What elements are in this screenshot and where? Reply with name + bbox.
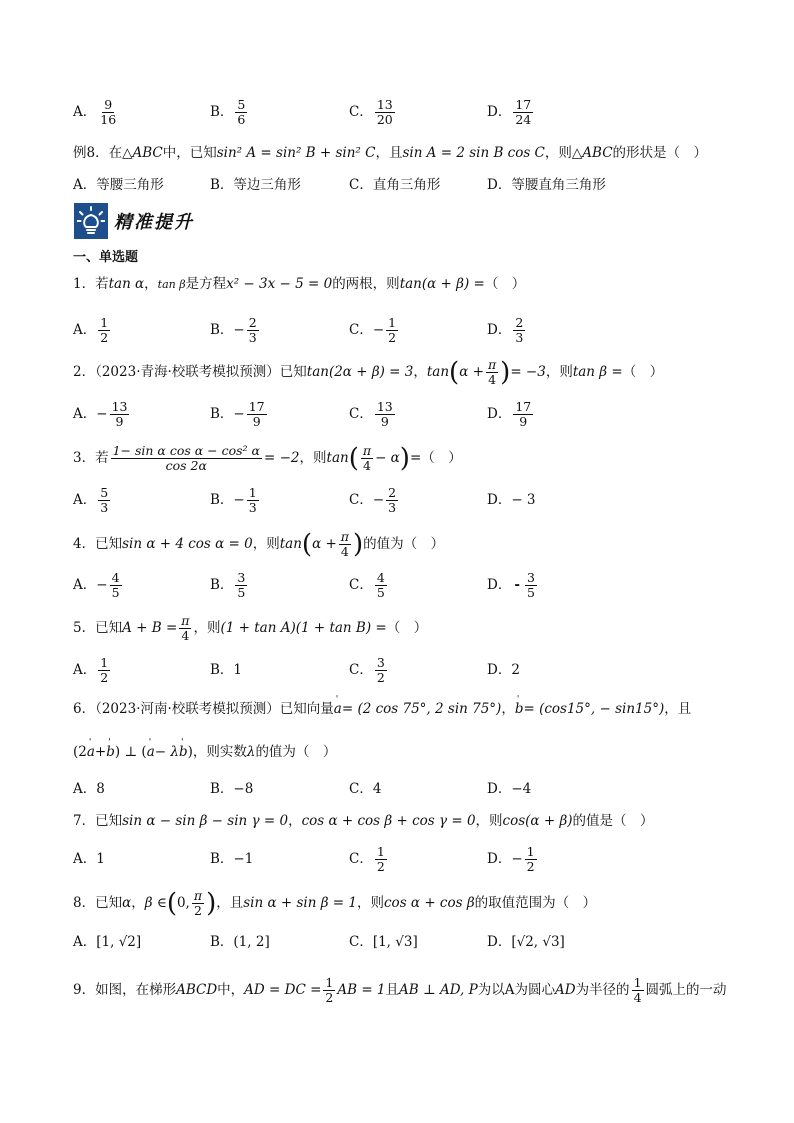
numerator: 9 xyxy=(104,97,113,112)
math: AD xyxy=(554,982,576,998)
option-label: A． xyxy=(73,322,97,338)
option-b xyxy=(210,660,242,680)
math: cos(α + β) xyxy=(502,813,573,829)
text: 的形状是（ ） xyxy=(612,145,708,161)
text: ，且 xyxy=(375,145,403,161)
option-label: A． xyxy=(73,662,97,678)
text: ，则 xyxy=(544,145,572,161)
fraction xyxy=(98,656,110,685)
text: 9．如图，在梯形 xyxy=(73,982,177,998)
numerator: 1 xyxy=(526,844,535,859)
paren: ) xyxy=(353,529,364,560)
math: = −2 xyxy=(264,450,300,466)
option-d: D．等腰直角三角形 xyxy=(487,177,606,193)
text: ，则 xyxy=(252,536,280,552)
math: sin α + 4 cos α = 0 xyxy=(122,536,253,552)
vector-a: ' a xyxy=(147,742,155,762)
text: 的取值范围为（ ） xyxy=(474,895,597,911)
prev-option-c xyxy=(349,98,397,127)
numerator: π xyxy=(362,443,372,458)
math: ) xyxy=(187,744,193,760)
denominator: 2 xyxy=(100,670,109,685)
option-b xyxy=(210,316,261,345)
option-a: A．8 xyxy=(73,781,105,797)
option-label: C． xyxy=(349,662,373,678)
fraction xyxy=(98,316,110,345)
fraction xyxy=(339,530,351,559)
paren: ( xyxy=(449,357,460,388)
numerator: 1 xyxy=(100,315,109,330)
math: (2 xyxy=(73,744,87,760)
math: AB ⊥ AD, P xyxy=(399,982,478,998)
text: 的值为（ ） xyxy=(363,536,445,552)
text: ， xyxy=(501,701,515,717)
paren: ( xyxy=(301,529,313,560)
option-c: C．[1, √3] xyxy=(349,934,418,950)
math: sin α − sin β − sin γ = 0 xyxy=(122,813,289,829)
denominator: 4 xyxy=(340,544,349,559)
sign: − xyxy=(233,406,245,422)
numerator: 13 xyxy=(376,97,393,112)
text: （ ） xyxy=(622,364,664,380)
paren: ( xyxy=(166,888,177,919)
option-label: D． xyxy=(487,406,512,422)
numerator: 2 xyxy=(388,485,397,500)
option-b xyxy=(210,571,249,600)
option-c xyxy=(349,486,400,515)
question-2 xyxy=(73,358,663,387)
option-label: D． xyxy=(487,577,512,593)
section-heading: 一、单选题 xyxy=(73,250,139,265)
option-value: 1 xyxy=(233,662,243,678)
question-1 xyxy=(73,274,525,295)
text: 7．已知 xyxy=(73,813,123,829)
fraction xyxy=(375,98,395,127)
option-c: C．4 xyxy=(349,781,382,797)
numerator: π xyxy=(487,357,497,372)
math: tan(2α + β) = 3 xyxy=(306,364,414,380)
option-label: C． xyxy=(349,322,373,338)
fraction xyxy=(361,444,373,473)
numerator: 1 xyxy=(248,485,257,500)
denominator: 9 xyxy=(380,414,389,429)
option-label: A． xyxy=(73,104,97,120)
math: AB = 1 xyxy=(337,982,386,998)
math: (1 + tan A)(1 + tan B) = xyxy=(220,620,387,636)
math: α + xyxy=(459,364,484,380)
denominator: 9 xyxy=(519,414,528,429)
prev-option-d xyxy=(487,98,535,127)
denominator: 2 xyxy=(100,330,109,345)
fraction xyxy=(513,316,525,345)
prev-option-b xyxy=(210,98,249,127)
question-6-line-2 xyxy=(73,742,336,762)
denominator: 5 xyxy=(526,585,535,600)
denominator: 2 xyxy=(376,859,385,874)
denominator: 2 xyxy=(376,670,385,685)
option-label: D． xyxy=(487,492,512,508)
option-label: B． xyxy=(210,492,234,508)
option-c: C．直角三角形 xyxy=(349,177,441,193)
denominator: 5 xyxy=(376,585,385,600)
denominator: 3 xyxy=(388,500,397,515)
math: α xyxy=(122,895,132,911)
denominator: 3 xyxy=(100,500,109,515)
numerator: 1 xyxy=(633,975,642,990)
option-label: A． xyxy=(73,492,97,508)
option-label: C． xyxy=(349,104,373,120)
option-label: B． xyxy=(210,851,234,867)
option-d xyxy=(487,660,520,680)
option-d xyxy=(487,400,535,429)
denominator: 9 xyxy=(252,414,261,429)
option-c xyxy=(349,571,389,600)
math: cos α + cos β xyxy=(384,895,475,911)
math: ABCD xyxy=(176,982,218,998)
denominator: 16 xyxy=(100,112,117,127)
question-4 xyxy=(73,530,444,559)
section-banner xyxy=(74,203,194,239)
math: = (cos15°, − sin15°) xyxy=(523,701,665,717)
fraction xyxy=(632,976,644,1005)
option-d: D．[√2, √3] xyxy=(487,934,565,950)
option-label: B． xyxy=(210,406,234,422)
text: 3．若 xyxy=(73,450,109,466)
text: （ ） xyxy=(484,276,526,292)
numerator: 2 xyxy=(248,315,257,330)
math: cos α + cos β + cos γ = 0 xyxy=(301,813,476,829)
option-d xyxy=(487,845,539,874)
fraction xyxy=(98,486,110,515)
option-d: D．−4 xyxy=(487,781,532,797)
text: ，则 xyxy=(357,895,384,911)
vector-a: ' a xyxy=(334,699,342,719)
numerator: 1 xyxy=(388,315,397,330)
math: AD = DC = xyxy=(244,982,322,998)
numerator: 1 xyxy=(376,844,385,859)
math: + xyxy=(94,744,107,760)
numerator: 1 xyxy=(100,655,109,670)
numerator: 1 xyxy=(325,975,334,990)
denominator: 2 xyxy=(526,859,535,874)
fraction xyxy=(110,400,130,429)
text: 且 xyxy=(385,982,400,998)
sign: − xyxy=(372,492,385,508)
fraction xyxy=(98,98,118,127)
option-label: C． xyxy=(349,492,373,508)
option-a xyxy=(73,571,124,600)
text: 5．已知 xyxy=(73,620,123,636)
option-c xyxy=(349,656,389,685)
question-9 xyxy=(73,976,727,1005)
denominator: cos 2α xyxy=(165,458,207,473)
numerator: π xyxy=(340,529,350,544)
math: tan β = xyxy=(572,364,623,380)
sign: − xyxy=(233,492,245,508)
paren: ( xyxy=(348,443,359,474)
option-label: D． xyxy=(487,851,512,867)
denominator: 5 xyxy=(237,585,246,600)
math: tan xyxy=(326,450,349,466)
option-label: D． xyxy=(487,104,512,120)
math: − λ xyxy=(154,744,179,760)
math: 0, xyxy=(176,895,190,911)
math: = xyxy=(409,450,422,466)
math: x² − 3x − 5 = 0 xyxy=(226,276,333,292)
math: tan(α + β) = xyxy=(399,276,485,292)
numerator: π xyxy=(181,613,190,628)
math: tan β xyxy=(157,278,186,291)
fraction xyxy=(375,845,387,874)
option-a xyxy=(73,400,131,429)
option-value: − 3 xyxy=(511,492,536,508)
text: 圆弧上的一动 xyxy=(645,982,727,998)
denominator: 9 xyxy=(115,414,124,429)
option-a xyxy=(73,849,105,869)
math: tan α xyxy=(108,276,145,292)
text: 例8．在 xyxy=(73,145,123,161)
numerator: 5 xyxy=(100,485,109,500)
question-8 xyxy=(73,889,596,918)
math: λ xyxy=(246,744,256,760)
text: ， xyxy=(131,895,145,911)
vector-b: ' b xyxy=(106,742,115,762)
fraction xyxy=(386,486,398,515)
math: = −3 xyxy=(510,364,546,380)
numerator: 3 xyxy=(237,570,246,585)
fraction xyxy=(386,316,398,345)
math: β ∈ xyxy=(144,895,167,911)
text: ，则实数 xyxy=(192,744,247,760)
numerator: 3 xyxy=(526,570,535,585)
text: ， xyxy=(413,364,427,380)
option-b xyxy=(210,849,253,869)
text: 为以A为圆心 xyxy=(477,982,555,998)
denominator: 2 xyxy=(388,330,397,345)
text: ，且 xyxy=(664,701,692,717)
prev-option-a xyxy=(73,98,120,127)
sign: − xyxy=(233,322,245,338)
vector-b: ' b xyxy=(515,699,524,719)
numerator: 4 xyxy=(376,570,385,585)
denominator: 24 xyxy=(515,112,532,127)
option-label: A． xyxy=(73,406,97,422)
option-d xyxy=(487,316,527,345)
vector-b: ' b xyxy=(179,742,188,762)
text: ，则 xyxy=(545,364,573,380)
option-c xyxy=(349,316,400,345)
option-b: B．等边三角形 xyxy=(210,177,301,193)
text: 中，已知 xyxy=(162,145,217,161)
option-b xyxy=(210,486,261,515)
numerator: 3 xyxy=(376,655,385,670)
text: 6．（2023·河南·校联考模拟预测）已知向量 xyxy=(73,701,334,717)
option-label: C． xyxy=(349,577,373,593)
sign: − xyxy=(372,322,385,338)
option-label: B． xyxy=(210,322,234,338)
fraction xyxy=(323,976,335,1005)
option-b: B．(1, 2] xyxy=(210,934,270,950)
text: 是方程 xyxy=(185,276,227,292)
option-d xyxy=(487,571,539,600)
numerator: 17 xyxy=(248,399,265,414)
question-6-line-1 xyxy=(73,699,691,719)
math: − α xyxy=(375,450,400,466)
text: 4．已知 xyxy=(73,536,123,552)
numerator: 13 xyxy=(111,399,128,414)
denominator: 4 xyxy=(633,990,642,1005)
text: 的值为（ ） xyxy=(255,744,337,760)
sign: − xyxy=(511,851,523,867)
option-c xyxy=(349,845,389,874)
denominator: 2 xyxy=(193,903,202,918)
sign: - xyxy=(514,577,520,593)
text: 2．（2023·青海·校联考模拟预测）已知 xyxy=(73,364,307,380)
option-label: A． xyxy=(73,577,97,593)
lightbulb-icon xyxy=(74,203,108,239)
fraction xyxy=(247,316,259,345)
fraction xyxy=(375,571,387,600)
numerator: 17 xyxy=(515,97,532,112)
option-label: B． xyxy=(210,577,234,593)
text: ，则 xyxy=(475,813,503,829)
text: ， xyxy=(288,813,302,829)
fraction xyxy=(235,98,247,127)
denominator: 4 xyxy=(362,458,371,473)
fraction xyxy=(375,400,395,429)
denominator: 20 xyxy=(376,112,393,127)
fraction xyxy=(247,400,267,429)
fraction xyxy=(247,486,259,515)
option-value: 2 xyxy=(511,662,520,678)
question-3 xyxy=(73,444,462,473)
numerator: 2 xyxy=(515,315,524,330)
numerator: 5 xyxy=(237,97,246,112)
math: tan xyxy=(426,364,450,380)
paren: ) xyxy=(500,357,511,388)
math: A + B = xyxy=(122,620,178,636)
question-7 xyxy=(73,811,654,831)
math: tan xyxy=(279,536,302,552)
sign: − xyxy=(96,406,108,422)
fraction xyxy=(192,889,204,918)
math: sin α + sin β = 1 xyxy=(243,895,357,911)
fraction xyxy=(513,98,533,127)
math: △ABC xyxy=(122,145,163,161)
option-d xyxy=(487,490,536,510)
denominator: 5 xyxy=(111,585,120,600)
numerator: π xyxy=(193,888,203,903)
math: α + xyxy=(312,536,337,552)
numerator: 1− sin α cos α − cos² α xyxy=(112,443,260,458)
math: △ABC xyxy=(571,145,613,161)
fraction xyxy=(513,400,533,429)
math: sin² A = sin² B + sin² C xyxy=(216,145,376,161)
fraction xyxy=(111,444,262,473)
fraction xyxy=(375,656,387,685)
fraction xyxy=(525,845,537,874)
numerator: 17 xyxy=(515,399,532,414)
option-c xyxy=(349,400,397,429)
paren: ) xyxy=(206,888,217,919)
numerator: 4 xyxy=(111,570,120,585)
option-label: B． xyxy=(210,662,234,678)
denominator: 6 xyxy=(237,112,246,127)
text: ，则 xyxy=(299,450,327,466)
question-5 xyxy=(73,614,427,643)
denominator: 3 xyxy=(248,500,257,515)
fraction xyxy=(179,614,191,643)
fraction xyxy=(525,571,537,600)
option-a xyxy=(73,656,112,685)
text: 的两根，则 xyxy=(332,276,400,292)
text: ，且 xyxy=(216,895,244,911)
fraction xyxy=(486,358,498,387)
option-b: B．−8 xyxy=(210,781,254,797)
numerator: 13 xyxy=(376,399,393,414)
fraction xyxy=(110,571,122,600)
option-value: −1 xyxy=(233,851,254,867)
text: ，则 xyxy=(193,620,221,636)
text: （ ） xyxy=(421,450,462,466)
fraction xyxy=(235,571,247,600)
option-label: B． xyxy=(210,104,234,120)
math: sin A = 2 sin B cos C xyxy=(402,145,545,161)
banner-title: 精准提升 xyxy=(114,212,194,233)
denominator: 3 xyxy=(248,330,257,345)
option-label: D． xyxy=(487,322,512,338)
option-value: 1 xyxy=(96,851,105,867)
math: = (2 cos 75°, 2 sin 75°) xyxy=(341,701,502,717)
option-a: A．[1, √2] xyxy=(73,934,142,950)
option-label: C． xyxy=(349,406,373,422)
option-a xyxy=(73,486,112,515)
denominator: 4 xyxy=(488,372,497,387)
denominator: 2 xyxy=(325,990,334,1005)
text: 1．若 xyxy=(73,276,109,292)
example-8-stem xyxy=(73,143,707,163)
denominator: 3 xyxy=(515,330,524,345)
text: 的值是（ ） xyxy=(572,813,654,829)
text: 8．已知 xyxy=(73,895,123,911)
vector-a: ' a xyxy=(87,742,95,762)
paren: ) xyxy=(399,443,410,474)
text: 中， xyxy=(217,982,245,998)
option-b xyxy=(210,400,269,429)
text: ， xyxy=(144,276,158,292)
text: （ ） xyxy=(386,620,428,636)
option-a: A．等腰三角形 xyxy=(73,177,164,193)
option-label: A． xyxy=(73,851,97,867)
option-label: C． xyxy=(349,851,373,867)
denominator: 4 xyxy=(181,628,190,643)
option-label: D． xyxy=(487,662,512,678)
math: ) ⊥ ( xyxy=(114,744,147,760)
text: 为半径的 xyxy=(575,982,630,998)
option-a xyxy=(73,316,112,345)
sign: − xyxy=(96,577,108,593)
